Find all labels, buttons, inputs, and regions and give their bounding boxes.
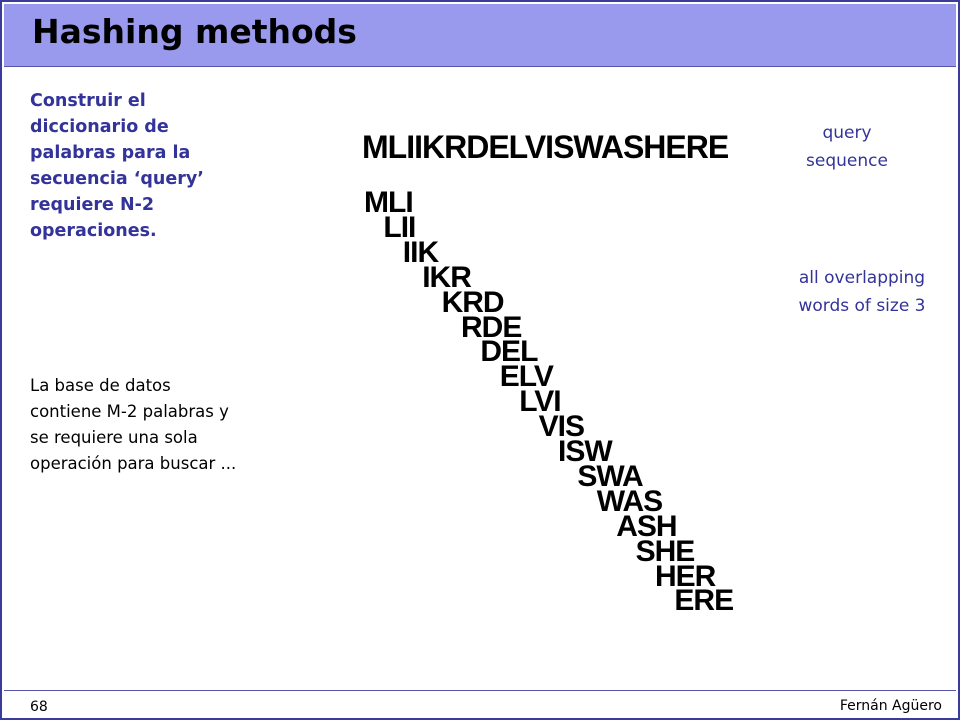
author-name: Fernán Agüero: [839, 698, 942, 714]
overlapping-words-label: all overlapping words of size 3: [798, 268, 926, 316]
page-number: 68: [30, 699, 48, 715]
word-item: ISW: [558, 435, 612, 468]
word-item: IIK: [402, 235, 439, 269]
word-item: WAS: [596, 484, 663, 518]
word-item: ELV: [499, 360, 553, 394]
word-item: IKR: [422, 260, 471, 294]
word-item: HER: [655, 559, 716, 593]
word-item: LII: [383, 210, 416, 244]
word-item: SHE: [635, 534, 695, 568]
database-lookup-note: La base de datos contiene M-2 palabras y se requiere una sola operación para buscar ...: [30, 376, 237, 473]
word-item: DEL: [480, 335, 538, 369]
query-sequence-label: query sequence: [806, 123, 888, 171]
word-item: MLI: [364, 186, 413, 219]
slide-title: Hashing methods: [32, 12, 357, 51]
word-item: LVI: [519, 385, 561, 419]
word-item: RDE: [461, 310, 522, 344]
footer-divider: [4, 690, 956, 691]
title-bar: [4, 4, 956, 67]
word-item: KRD: [441, 285, 504, 319]
dictionary-construction-note: Construir el diccionario de palabras para la secuencia ‘query’ requiere N-2 operaciones.: [30, 91, 204, 241]
word-item: VIS: [538, 410, 584, 444]
query-sequence: MLIIKRDELVISWASHERE: [362, 129, 729, 165]
word-item: ASH: [616, 509, 677, 543]
word-item: SWA: [577, 459, 643, 493]
word-item: ERE: [674, 584, 734, 618]
